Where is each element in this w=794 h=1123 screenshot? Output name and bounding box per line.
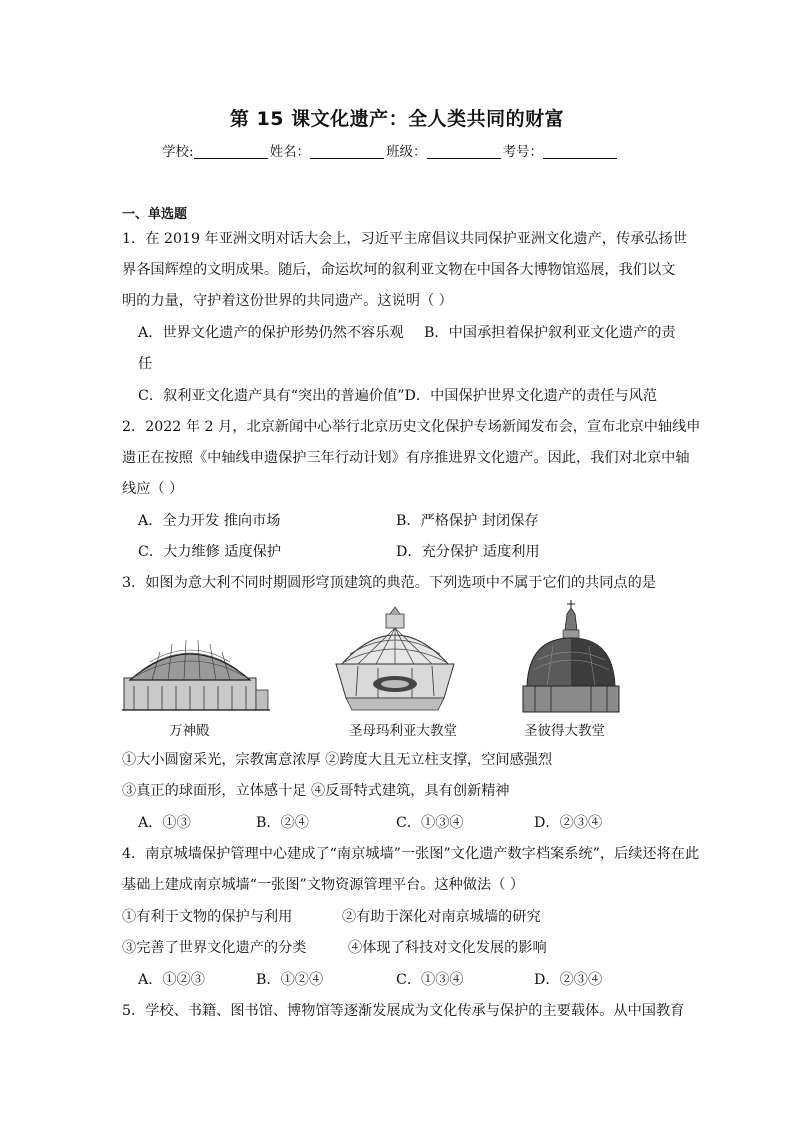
q2-option-c[interactable]: C．大力维修 适度保护 bbox=[138, 544, 282, 560]
q2-stem-line: 遗正在按照《中轴线申遗保护三年行动计划》有序推进界文化遗产。因此，我们对北京中轴 bbox=[122, 450, 690, 466]
q1-option-b-cont: 任 bbox=[138, 356, 153, 372]
q4-option-c[interactable]: C．①③④ bbox=[396, 972, 464, 988]
caption-santa-maria: 圣母玛利亚大教堂 bbox=[349, 723, 457, 739]
exam-no-label: 考号： bbox=[502, 144, 544, 160]
page-title: 第 15 课文化遗产：全人类共同的财富 bbox=[229, 108, 565, 130]
pantheon-image bbox=[122, 630, 270, 715]
q3-option-b[interactable]: B．②④ bbox=[256, 815, 309, 831]
q4-stem-line: 基础上建成南京城墙“一张图”文物资源管理平台。这种做法（ ） bbox=[122, 877, 525, 893]
q3-stem: 3．如图为意大利不同时期圆形穹顶建筑的典范。下列选项中不属于它们的共同点的是 bbox=[122, 575, 656, 591]
q3-statements-2: ③真正的球面形，立体感十足 ④反哥特式建筑，具有创新精神 bbox=[122, 783, 510, 799]
school-blank[interactable] bbox=[194, 144, 268, 159]
section-heading: 一、单选题 bbox=[122, 207, 188, 222]
q5-stem-line: 5．学校、书籍、图书馆、博物馆等逐渐发展成为文化传承与保护的主要载体。从中国教育 bbox=[122, 1003, 685, 1019]
class-blank[interactable] bbox=[427, 144, 501, 159]
q1-option-a[interactable]: A．世界文化遗产的保护形势仍然不容乐观 bbox=[138, 325, 404, 341]
q3-option-a[interactable]: A．①③ bbox=[138, 815, 191, 831]
name-blank[interactable] bbox=[310, 144, 384, 159]
q2-option-d[interactable]: D．充分保护 适度利用 bbox=[396, 544, 540, 560]
q2-stem-line: 2．2022 年 2 月，北京新闻中心举行北京历史文化保护专场新闻发布会，宣布北京中轴线申 bbox=[122, 419, 701, 435]
q4-statement-1: ①有利于文物的保护与利用 bbox=[122, 909, 293, 925]
q1-stem-line: 界各国辉煌的文明成果。随后，命运坎坷的叙利亚文物在中国各大博物馆巡展，我们以文 bbox=[122, 262, 676, 278]
q1-option-b[interactable]: B．中国承担着保护叙利亚文化遗产的责 bbox=[424, 325, 676, 341]
caption-st-peters: 圣彼得大教堂 bbox=[524, 723, 605, 739]
st-peters-basilica-image bbox=[517, 600, 625, 716]
q4-option-b[interactable]: B．①②④ bbox=[256, 972, 324, 988]
q4-option-d[interactable]: D．②③④ bbox=[534, 972, 603, 988]
q3-option-d[interactable]: D．②③④ bbox=[534, 815, 603, 831]
q2-option-a[interactable]: A．全力开发 推向市场 bbox=[138, 513, 281, 529]
school-label: 学校: bbox=[162, 144, 194, 160]
q2-stem-line: 线应（ ） bbox=[122, 481, 184, 497]
q3-option-c[interactable]: C．①③④ bbox=[396, 815, 464, 831]
class-label: 班级： bbox=[386, 144, 427, 160]
q1-options-c-d[interactable]: C．叙利亚文化遗产具有“突出的普遍价值”D．中国保护世界文化遗产的责任与风范 bbox=[138, 388, 658, 404]
q2-option-b[interactable]: B．严格保护 封闭保存 bbox=[396, 513, 539, 529]
q4-statement-3: ③完善了世界文化遗产的分类 bbox=[122, 940, 307, 956]
caption-pantheon: 万神殿 bbox=[169, 723, 210, 739]
q1-stem-line: 明的力量，守护着这份世界的共同遗产。这说明（ ） bbox=[122, 293, 453, 309]
q4-option-a[interactable]: A．①②③ bbox=[138, 972, 205, 988]
student-info-line bbox=[162, 140, 619, 160]
q3-statements-1: ①大小圆窗采光，宗教寓意浓厚 ②跨度大且无立柱支撑，空间感强烈 bbox=[122, 752, 553, 768]
q1-stem-line: 1．在 2019 年亚洲文明对话大会上，习近平主席倡议共同保护亚洲文化遗产，传承弘扬世 bbox=[122, 231, 687, 247]
q4-statement-2: ②有助于深化对南京城墙的研究 bbox=[342, 909, 541, 925]
name-label: 姓名： bbox=[269, 144, 311, 160]
exam-no-blank[interactable] bbox=[543, 144, 617, 159]
q4-statement-4: ④体现了科技对文化发展的影响 bbox=[348, 940, 547, 956]
santa-maria-cathedral-image bbox=[326, 606, 464, 714]
q4-stem-line: 4．南京城墙保护管理中心建成了“南京城墙”一张图”文化遗产数字档案系统”，后续还将在此 bbox=[122, 846, 700, 862]
